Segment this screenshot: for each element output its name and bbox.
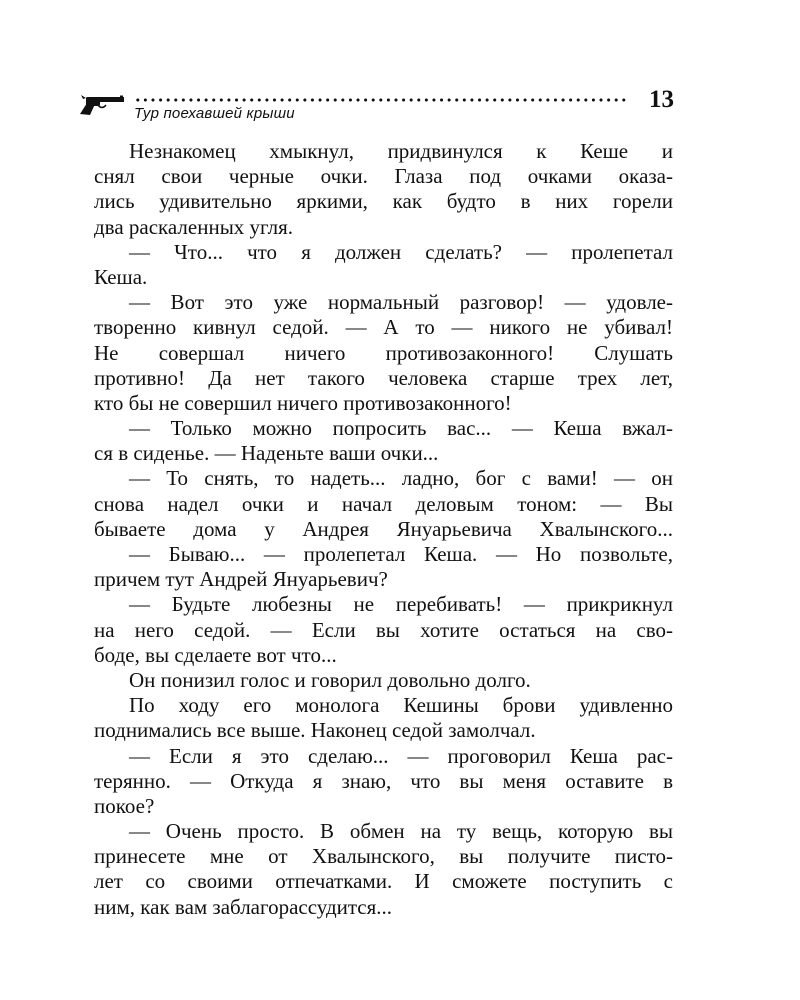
text-line: — Бываю... — пролепетал Кеша. — Но позвольте, bbox=[129, 542, 673, 566]
text-line: — Очень просто. В обмен на ту вещь, которую вы bbox=[129, 819, 673, 844]
dotted-leader bbox=[134, 98, 628, 102]
revolver-icon bbox=[78, 94, 126, 116]
page-number: 13 bbox=[649, 86, 674, 113]
text-line: ся в сиденье. — Наденьте ваши очки... bbox=[94, 441, 439, 466]
body-text bbox=[94, 139, 673, 920]
text-line: По ходу его монолога Кешины брови удивленно bbox=[129, 693, 673, 718]
running-title: Тур поехавшей крыши bbox=[134, 105, 295, 122]
text-line: противно! Да нет такого человека старше трех лет, bbox=[94, 365, 673, 390]
running-header bbox=[78, 88, 674, 128]
text-line: на него седой. — Если вы хотите остаться на сво- bbox=[94, 617, 673, 642]
text-line: снова надел очки и начал деловым тоном: — Вы bbox=[94, 491, 673, 516]
text-line: Он понизил голос и говорил довольно долго. bbox=[129, 667, 531, 692]
text-line: лет со своими отпечатками. И сможете поступить с bbox=[94, 869, 673, 894]
text-line: лись удивительно яркими, как будто в них горели bbox=[94, 189, 673, 214]
text-line: — Только можно попросить вас... — Кеша вжал- bbox=[129, 416, 673, 441]
text-line: ним, как вам заблагорассудится... bbox=[94, 894, 393, 919]
text-line: Кеша. bbox=[94, 264, 148, 289]
text-line: принесете мне от Хвалынского, вы получите писто- bbox=[94, 844, 673, 869]
text-line: Незнакомец хмыкнул, придвинулся к Кеше и bbox=[129, 139, 673, 163]
text-line: — Что... что я должен сделать? — пролепетал bbox=[129, 239, 673, 264]
text-line: — Будьте любезны не перебивать! — прикрикнул bbox=[129, 592, 673, 617]
text-line: бываете дома у Андрея Януарьевича Хвалынского... bbox=[94, 516, 673, 541]
text-line: снял свои черные очки. Глаза под очками оказа- bbox=[94, 164, 673, 189]
text-line: причем тут Андрей Януарьевич? bbox=[94, 567, 388, 592]
text-line: поднимались все выше. Наконец седой замолчал. bbox=[94, 718, 536, 743]
text-line: терянно. — Откуда я знаю, что вы меня оставите в bbox=[94, 768, 673, 793]
text-line: — Вот это уже нормальный разговор! — удовле- bbox=[129, 290, 673, 315]
text-line: творенно кивнул седой. — А то — никого не убивал! bbox=[94, 315, 673, 340]
text-line: Не совершал ничего противозаконного! Слушать bbox=[94, 340, 673, 365]
text-line: два раскаленных угля. bbox=[94, 214, 293, 239]
text-line: боде, вы сделаете вот что... bbox=[94, 642, 337, 667]
text-line: — То снять, то надеть... ладно, бог с вами! — он bbox=[129, 466, 673, 491]
text-line: — Если я это сделаю... — проговорил Кеша рас- bbox=[129, 743, 673, 768]
text-line: кто бы не совершил ничего противозаконного! bbox=[94, 390, 512, 415]
text-line: покое? bbox=[94, 793, 155, 818]
